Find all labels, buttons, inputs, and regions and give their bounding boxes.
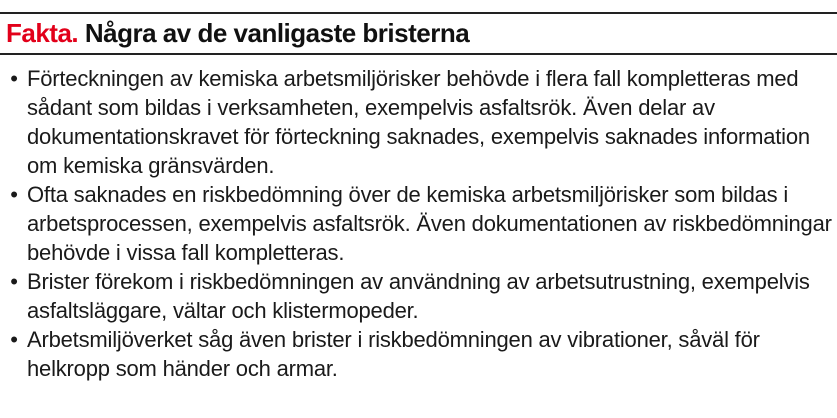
fact-item <box>0 180 837 267</box>
fact-item-text: Ofta saknades en riskbedömning över de kemiska arbetsmiljörisker som bildas i arbetsprocessen, exempelvis asfaltsrök. Även dokumentationen av riskbedömningar behövde i vissa fall kompletteras. <box>27 182 832 265</box>
bullet-icon: • <box>10 182 18 207</box>
fact-box-heading <box>6 14 469 52</box>
fact-item-text: Förteckningen av kemiska arbetsmiljörisker behövde i flera fall kompletteras med sådant som bildas i verksamheten, exempelvis asfaltsrök. Även delar av dokumentationskravet för förteckning saknades, exempelvis saknades information om kemiska gränsvärden. <box>27 66 810 178</box>
fact-item-text: Brister förekom i riskbedömningen av användning av arbetsutrustning, exempelvis asfaltsläggare, vältar och klistermopeder. <box>27 269 810 323</box>
fact-item-text: Arbetsmiljöverket såg även brister i riskbedömningen av vibrationer, såväl för helkropp som händer och armar. <box>27 327 760 381</box>
fact-label: Fakta. <box>6 18 79 48</box>
bullet-icon: • <box>10 269 18 294</box>
fact-item <box>0 64 837 180</box>
heading-rule <box>0 53 837 55</box>
fact-item <box>0 267 837 325</box>
fact-list <box>0 64 837 383</box>
fact-title: Några av de vanligaste bristerna <box>84 18 470 48</box>
bullet-icon: • <box>10 327 18 352</box>
bullet-icon: • <box>10 66 18 91</box>
fact-item <box>0 325 837 383</box>
